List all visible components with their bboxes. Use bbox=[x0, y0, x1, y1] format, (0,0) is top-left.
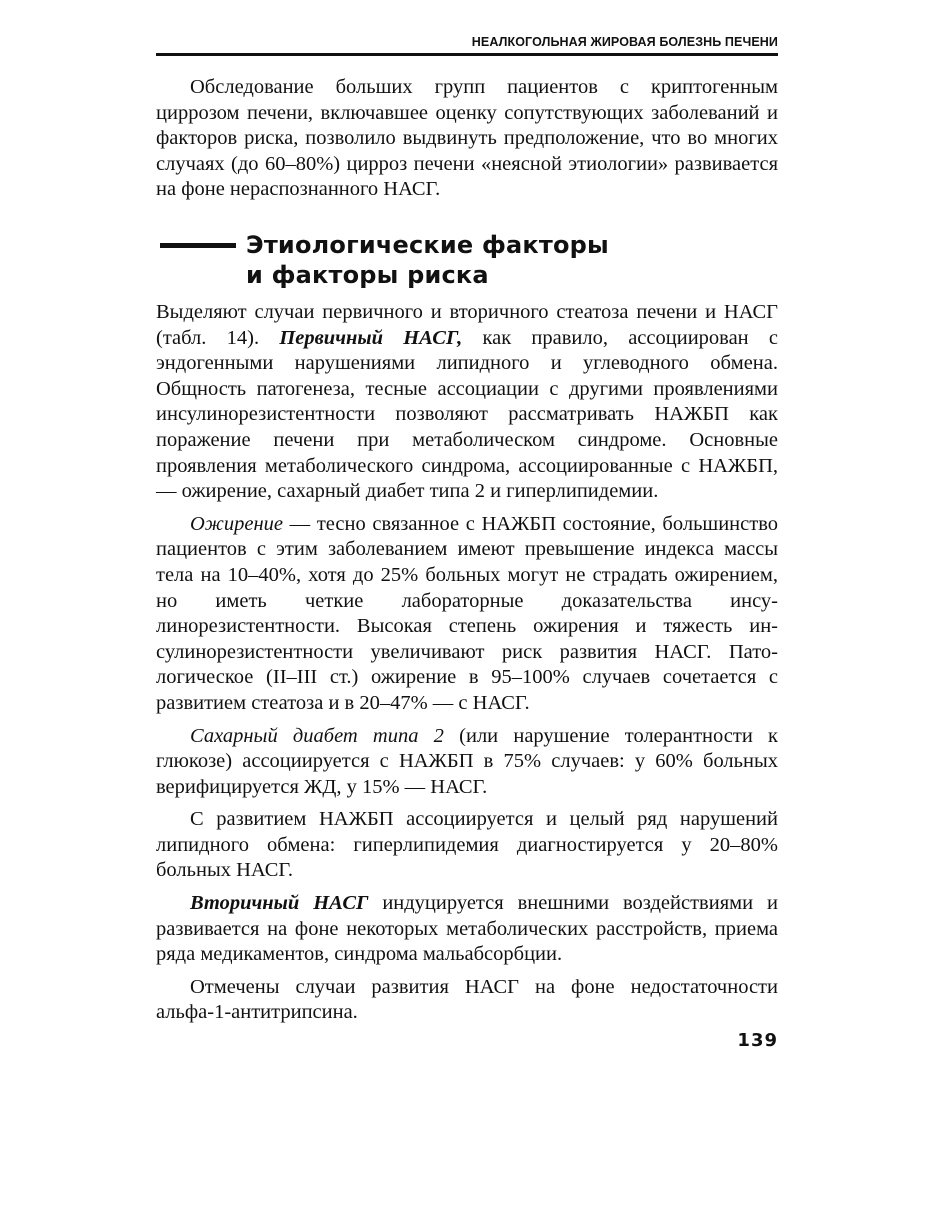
emphasis-term: Ожирение bbox=[190, 512, 283, 535]
paragraph-diabetes bbox=[156, 724, 778, 801]
body-text bbox=[156, 300, 778, 1026]
paragraph-alpha1 bbox=[156, 975, 778, 1026]
heading-bar bbox=[160, 243, 236, 248]
paragraph-secondary-nash bbox=[156, 891, 778, 968]
paragraph-text: (или нарушение толерантности к глюкозе) ассоциируется с НАЖБП в 75% случаев: у 60% больных верифицируется ЖД, у 15% — НАСГ. bbox=[156, 724, 778, 798]
paragraph-primary-nash bbox=[156, 300, 778, 505]
paragraph-obesity bbox=[156, 512, 778, 717]
paragraph-text: индуцируется внешними воздействиями и развивается на фоне некоторых метаболических расстройств, приема ряда медикаментов, синдрома мальабсорбции. bbox=[156, 892, 778, 966]
running-head: НЕАЛКОГОЛЬНАЯ ЖИРОВАЯ БОЛЕЗНЬ ПЕЧЕНИ bbox=[471, 35, 778, 49]
emphasis-term: Вторичный НАСГ bbox=[190, 892, 369, 915]
paragraph-lipids bbox=[156, 807, 778, 884]
section-heading-line1: Этиологические факторы bbox=[246, 231, 609, 259]
intro-paragraph: Обследование больших групп пациентов с криптогенным циррозом печени, включавшее оценку сопутствующих заболеваний и факторов риска, позволило выдвинуть предположение, что во многих случаях (до 60–80%) цирроз печени «неясной этиологии» развивается на фоне нераспознанного НАСГ. bbox=[156, 76, 778, 201]
header-rule bbox=[156, 53, 778, 56]
paragraph-text: — тесно связанное с НАЖБП состояние, большинство пациентов с этим заболеванием имеют превышение индекса массы тела на 10–40%, хотя до 25% больных могут не страдать ожирением, но иметь четкие лабораторные доказательства инсулинорезистентности. Высокая степень ожирения и тяжесть инсулинорезистентности увеличивают риск развития НАСГ. Патологическое (II–III ст.) ожирение в 95–100% случаев сочетается с развитием стеатоза и в 20–47% — с НАСГ. bbox=[156, 512, 778, 714]
paragraph-text: как правило, ассоциирован с эндогенными нарушениями липидного и углеводного обмена. Общность патогенеза, тесные ассоциации с другими проявлениями инсулинорезистентности позволяют рассматривать НАЖБП как поражение печени при метаболическом синдроме. Основные проявления метаболического синдрома, ассоциированные с НАЖБП, — ожирение, сахарный диабет типа 2 и гиперлипидемии. bbox=[156, 326, 778, 503]
intro-block bbox=[156, 75, 778, 203]
section-heading-line2: и факторы риска bbox=[246, 261, 489, 289]
page-number: 139 bbox=[737, 1030, 778, 1051]
paragraph-text: Выделяют случаи первичного и вторичного стеатоза печени и НАСГ (табл. 14). bbox=[156, 301, 778, 349]
paragraph-text: Отмечены случаи развития НАСГ на фоне недостаточности альфа-1-антитрипсина. bbox=[156, 975, 778, 1024]
paragraph-text: С развитием НАЖБП ассоциируется и целый ряд нарушений липидного обмена: гиперлипидемия диагностируется у 20–80% больных НАСГ. bbox=[156, 808, 778, 882]
emphasis-term: Сахарный диабет типа 2 bbox=[190, 724, 444, 747]
section-heading bbox=[246, 230, 726, 290]
emphasis-term: Первичный НАСГ, bbox=[279, 326, 463, 349]
